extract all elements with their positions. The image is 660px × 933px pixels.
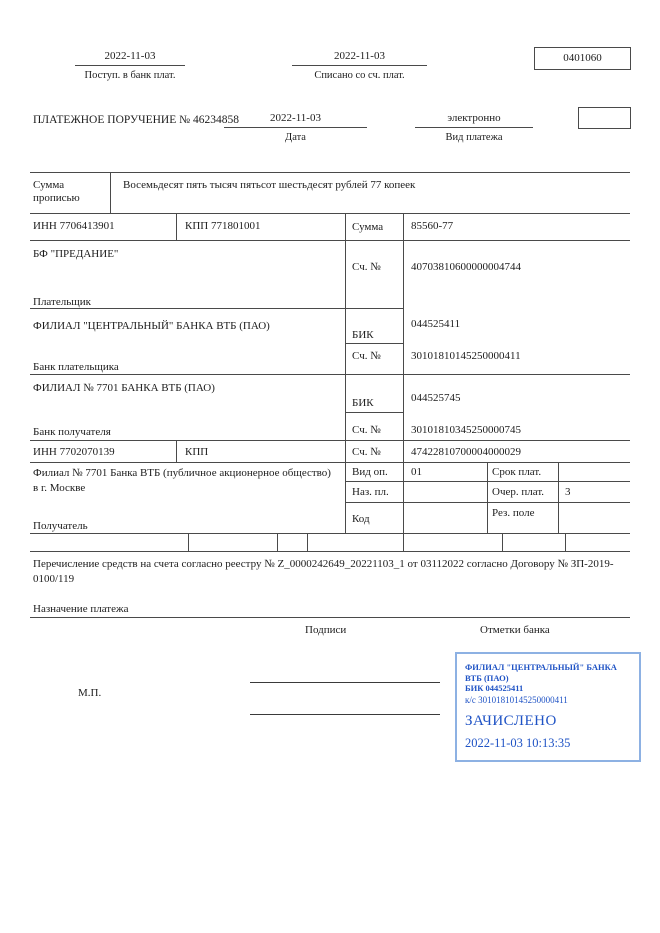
stamp-status: ЗАЧИСЛЕНО [465, 712, 557, 729]
stamp-bank-name-line2: ВТБ (ПАО) [465, 672, 509, 683]
signature-line [250, 714, 440, 715]
naz-pl-label: Наз. пл. [352, 486, 389, 498]
receiver-section-label: Получатель [33, 520, 88, 532]
vid-op-value: 01 [411, 466, 422, 478]
debited-date-label: Списано со сч. плат. [314, 70, 405, 81]
grid-line [30, 551, 630, 552]
payer-bank-name: ФИЛИАЛ "ЦЕНТРАЛЬНЫЙ" БАНКА ВТБ (ПАО) [33, 320, 270, 332]
rez-pole-label: Рез. поле [492, 507, 535, 519]
account-label: Сч. № [352, 350, 381, 362]
ocher-plat-value: 3 [565, 486, 571, 498]
grid-line [345, 412, 403, 413]
form-code-box: 0401060 [534, 47, 631, 70]
grid-line [110, 172, 111, 213]
grid-line [307, 533, 308, 551]
grid-line [403, 213, 404, 551]
payment-kind-block [415, 112, 533, 144]
stamp-bik: БИК 044525411 [465, 683, 524, 693]
grid-line [30, 462, 630, 463]
payment-kind-label: Вид платежа [445, 132, 503, 143]
grid-line [30, 213, 630, 214]
document-date-label: Дата [285, 132, 306, 143]
stamp-corr-account: к/с 30101810145250000411 [465, 694, 568, 705]
grid-line [345, 213, 346, 533]
receiver-bank-section-label: Банк получателя [33, 426, 111, 438]
grid-line [487, 462, 488, 533]
debited-date-block [292, 50, 427, 82]
receiver-account: 47422810700004000029 [411, 446, 521, 458]
stamp-datetime: 2022-11-03 10:13:35 [465, 735, 571, 750]
purpose-section-label: Назначение платежа [33, 603, 129, 615]
document-date-block [224, 112, 367, 144]
srok-plat-label: Срок плат. [492, 466, 542, 478]
bik-label: БИК [352, 397, 374, 409]
kod-label: Код [352, 513, 370, 525]
amount-value: 85560-77 [411, 220, 454, 232]
payer-section-label: Плательщик [33, 296, 91, 308]
document-date-value: 2022-11-03 [224, 112, 367, 128]
receiver-kpp: КПП [185, 446, 209, 458]
received-date-value: 2022-11-03 [75, 50, 185, 66]
grid-line [30, 172, 630, 173]
received-date-label: Поступ. в банк плат. [84, 70, 176, 81]
payment-kind-value: электронно [415, 112, 533, 128]
grid-line [176, 440, 177, 462]
grid-line [188, 533, 189, 551]
signatures-label: Подписи [305, 624, 347, 636]
grid-line [30, 440, 630, 441]
payment-order-title: ПЛАТЕЖНОЕ ПОРУЧЕНИЕ № 46234858 [33, 114, 239, 126]
payer-kpp: КПП 771801001 [185, 220, 261, 232]
grid-line [558, 462, 559, 533]
received-date-block [75, 50, 185, 82]
grid-line [30, 240, 630, 241]
ocher-plat-label: Очер. плат. [492, 486, 545, 498]
receiver-bank-bik: 044525745 [411, 392, 461, 404]
account-label: Сч. № [352, 446, 381, 458]
grid-line [277, 533, 278, 551]
signature-line [250, 682, 440, 683]
payer-bank-section-label: Банк плательщика [33, 361, 119, 373]
debited-date-value: 2022-11-03 [292, 50, 427, 66]
stamp-bank-name-line1: ФИЛИАЛ "ЦЕНТРАЛЬНЫЙ" БАНКА [465, 662, 617, 672]
grid-line [176, 213, 177, 240]
receiver-bank-name: ФИЛИАЛ № 7701 БАНКА ВТБ (ПАО) [33, 382, 215, 394]
grid-line [565, 533, 566, 551]
payer-inn: ИНН 7706413901 [33, 220, 115, 232]
bank-marks-label: Отметки банка [480, 624, 550, 636]
payer-account: 40703810600000004744 [411, 261, 521, 273]
receiver-name: Филиал № 7701 Банка ВТБ (публичное акционерное общество) в г. Москве [33, 467, 331, 494]
mp-label: М.П. [78, 687, 102, 699]
bik-label: БИК [352, 329, 374, 341]
receiver-inn: ИНН 7702070139 [33, 446, 115, 458]
payer-name: БФ "ПРЕДАНИЕ" [33, 248, 119, 260]
amount-label: Сумма [352, 221, 384, 233]
bank-stamp [455, 652, 641, 762]
grid-line [345, 343, 403, 344]
payer-bank-corr-account: 30101810145250000411 [411, 350, 521, 362]
amount-words-value: Восемьдесят пять тысяч пятьсот шестьдесят рублей 77 копеек [123, 179, 416, 191]
payer-bank-bik: 044525411 [411, 318, 461, 330]
reserve-box [578, 107, 631, 129]
amount-words-label: Сумма прописью [33, 179, 80, 204]
receiver-bank-corr-account: 30101810345250000745 [411, 424, 521, 436]
account-label: Сч. № [352, 424, 381, 436]
vid-op-label: Вид оп. [352, 466, 388, 478]
purpose-text: Перечисление средств на счета согласно реестру № Z_0000242649_20221103_1 от 03112022 согласно Договору № ЗП-2019-0100/119 [33, 558, 614, 585]
grid-line [502, 533, 503, 551]
account-label: Сч. № [352, 261, 381, 273]
grid-line [30, 533, 630, 534]
grid-line [30, 617, 630, 618]
grid-line [30, 374, 630, 375]
